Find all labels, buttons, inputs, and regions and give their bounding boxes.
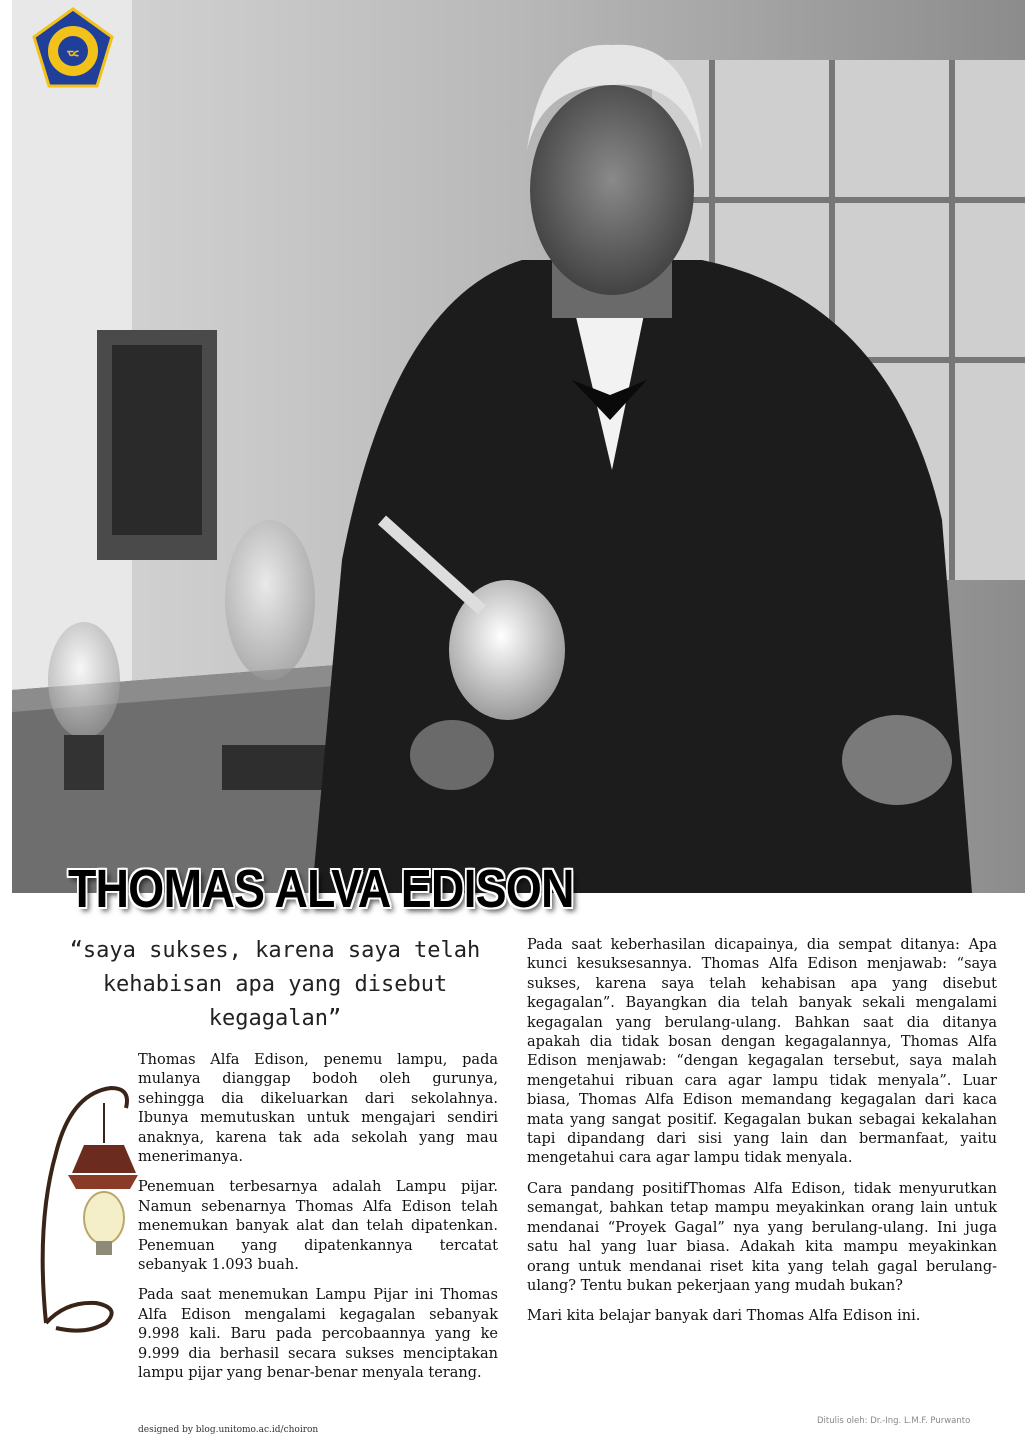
author-credit: Ditulis oleh: Dr.-Ing. L.M.F. Purwanto bbox=[817, 1416, 971, 1426]
paragraph: Pada saat keberhasilan dicapainya, dia sempat ditanya: Apa kunci kesuksesannya. Thomas Alfa Edison menjawab: “saya sukses, karena saya telah kehabisan apa yang disebut kegagalan”. Bayangkan dia telah banyak sekali mengalami kegagalan yang berulang-ulang. Bahkan saat dia ditanya apakah dia tidak bosan dengan kegagalannya, Thomas Alfa Edison menjawab: “dengan kegagalan tersebut, saya malah mengetahui ribuan cara agar lampu tidak menyala”. Luar biasa, Thomas Alfa Edison memandang kegagalan dari kaca mata yang sangat positif. Kegagalan bukan sebagai kekalahan tapi dipandang dari sisi yang lain dan bermanfaat, yaitu mengetahui cara agar lampu tidak menyala. bbox=[527, 937, 997, 1167]
svg-text:ᯔ: ᯔ bbox=[66, 45, 80, 59]
lantern-icon bbox=[26, 1073, 138, 1335]
paragraph: Cara pandang positifThomas Alfa Edison, tidak menyurutkan semangat, bahkan tetap mampu meyakinkan orang lain untuk mendanai “Proyek Gagal” nya yang berulang-ulang. Ini juga satu hal yang luar biasa. Adakah kita mampu meyakinkan orang untuk mendanai riset kita yang telah gagal berulang-ulang? Tentu bukan pekerjaan yang mudah bukan? bbox=[527, 1180, 997, 1294]
left-column bbox=[138, 1051, 498, 1395]
paragraph: Penemuan terbesarnya adalah Lampu pijar. Namun sebenarnya Thomas Alfa Edison telah menemukan banyak alat dan telah dipatenkan. Penemuan yang dipatenkannya tercatat sebanyak 1.093 buah. bbox=[138, 1179, 498, 1274]
edison-portrait-photo bbox=[12, 0, 1025, 893]
designer-credit: designed by blog.unitomo.ac.id/choiron bbox=[138, 1425, 319, 1435]
paragraph: Thomas Alfa Edison, penemu lampu, pada mulanya dianggap bodoh oleh gurunya, sehingga dia dikeluarkan dari sekolahnya. Ibunya memutuskan untuk mengajari sendiri anaknya, karena tak ada sekolah yang mau menerimanya. bbox=[138, 1052, 498, 1166]
paragraph: Mari kita belajar banyak dari Thomas Alfa Edison ini. bbox=[527, 1308, 921, 1325]
right-column bbox=[527, 936, 997, 1338]
university-logo bbox=[30, 6, 116, 92]
page-title: THOMAS ALVA EDISON bbox=[68, 859, 574, 919]
edison-quote: “saya sukses, karena saya telah kehabisan apa yang disebut kegagalan” bbox=[69, 938, 481, 1031]
paragraph: Pada saat menemukan Lampu Pijar ini Thomas Alfa Edison mengalami kegagalan sebanyak 9.998 kali. Baru pada percobaannya yang ke 9.999 dia berhasil secara sukses menciptakan lampu pijar yang benar-benar menyala terang. bbox=[138, 1287, 498, 1382]
